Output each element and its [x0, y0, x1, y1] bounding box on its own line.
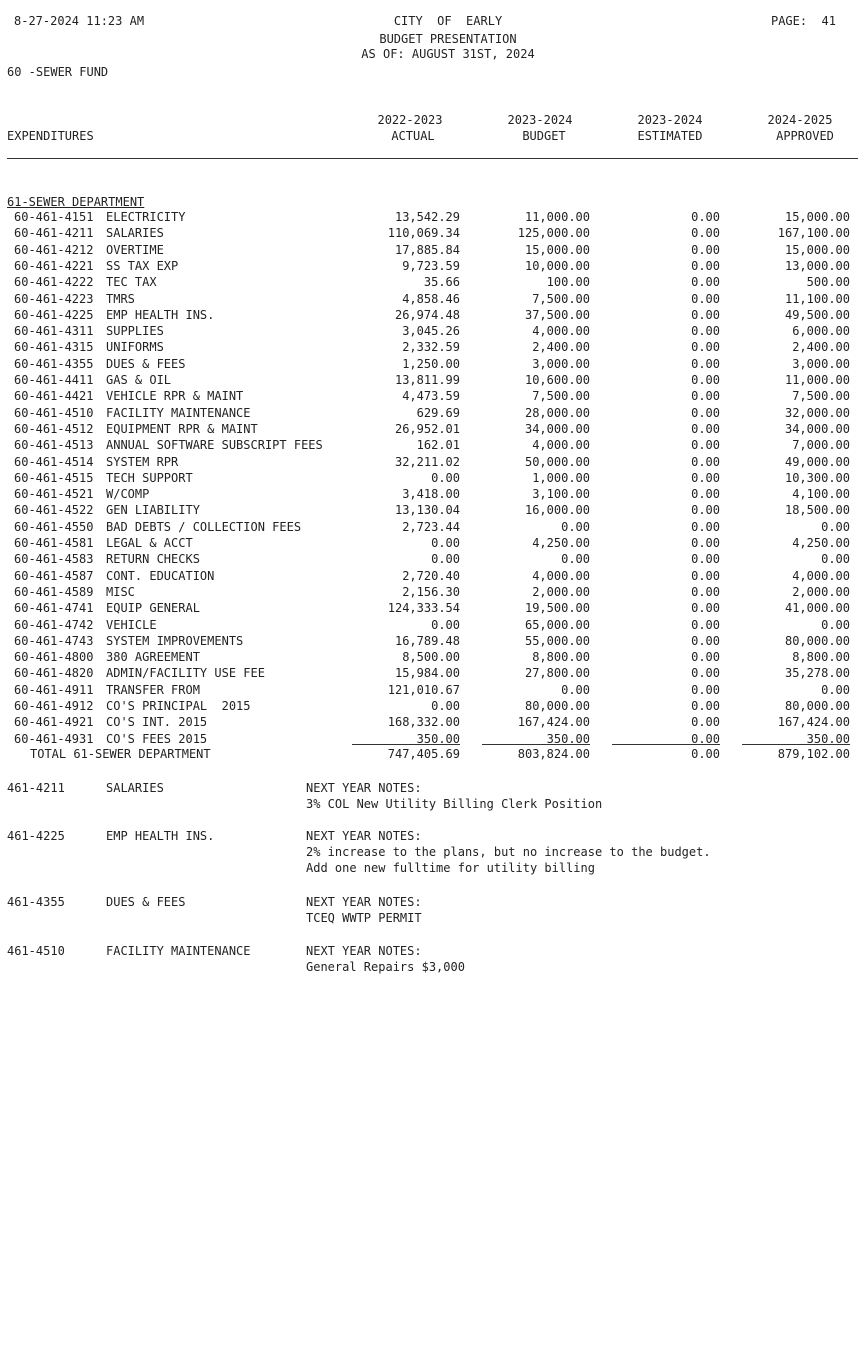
- amount-budget: 15,000.00: [524, 243, 590, 257]
- amount-actual: 17,885.84: [394, 243, 460, 257]
- amount-approved: 13,000.00: [784, 259, 850, 273]
- account-description: LEGAL & ACCT: [106, 536, 193, 550]
- amount-estimated: 0.00: [691, 471, 720, 485]
- amount-estimated: 0.00: [691, 357, 720, 371]
- account-description: SYSTEM IMPROVEMENTS: [106, 634, 244, 648]
- total-actual: 747,405.69: [387, 747, 460, 761]
- account-description: TECH SUPPORT: [106, 471, 193, 485]
- amount-actual: 2,332.59: [402, 340, 460, 354]
- account-description: GEN LIABILITY: [106, 503, 200, 517]
- amount-actual: 13,811.99: [394, 373, 460, 387]
- amount-approved: 4,100.00: [792, 487, 850, 501]
- amount-approved: 10,300.00: [784, 471, 850, 485]
- account-number: 60-461-4223: [14, 292, 94, 306]
- note-description: EMP HEALTH INS.: [106, 829, 215, 843]
- amount-estimated: 0.00: [691, 699, 720, 713]
- amount-actual: 0.00: [431, 536, 460, 550]
- note-text: TCEQ WWTP PERMIT: [306, 911, 422, 925]
- amount-approved: 4,250.00: [792, 536, 850, 550]
- account-number: 60-461-4513: [14, 438, 94, 452]
- amount-budget: 4,000.00: [532, 569, 590, 583]
- report-title: BUDGET PRESENTATION: [379, 32, 517, 46]
- account-description: TEC TAX: [106, 275, 157, 289]
- note-account: 461-4225: [7, 829, 65, 843]
- account-description: CONT. EDUCATION: [106, 569, 215, 583]
- amount-actual: 15,984.00: [394, 666, 460, 680]
- col3-type: ESTIMATED: [637, 129, 703, 143]
- col1-type: ACTUAL: [391, 129, 435, 143]
- account-number: 60-461-4355: [14, 357, 94, 371]
- column-label-expenditures: EXPENDITURES: [7, 129, 94, 143]
- amount-budget: 55,000.00: [524, 634, 590, 648]
- amount-estimated: 0.00: [691, 536, 720, 550]
- amount-approved: 35,278.00: [784, 666, 850, 680]
- amount-estimated: 0.00: [691, 520, 720, 534]
- amount-actual: 0.00: [431, 471, 460, 485]
- note-heading: NEXT YEAR NOTES:: [306, 895, 422, 909]
- amount-actual: 35.66: [423, 275, 460, 289]
- amount-approved: 11,000.00: [784, 373, 850, 387]
- amount-budget: 1,000.00: [532, 471, 590, 485]
- amount-actual: 32,211.02: [394, 455, 460, 469]
- amount-budget: 167,424.00: [517, 715, 590, 729]
- account-number: 60-461-4514: [14, 455, 94, 469]
- amount-budget: 80,000.00: [524, 699, 590, 713]
- account-number: 60-461-4581: [14, 536, 94, 550]
- amount-estimated: 0.00: [691, 275, 720, 289]
- account-description: ELECTRICITY: [106, 210, 186, 224]
- amount-actual: 26,952.01: [394, 422, 460, 436]
- account-description: CO'S PRINCIPAL 2015: [106, 699, 251, 713]
- amount-estimated: 0.00: [691, 666, 720, 680]
- account-description: SYSTEM RPR: [106, 455, 179, 469]
- amount-actual: 121,010.67: [387, 683, 460, 697]
- amount-actual: 2,720.40: [402, 569, 460, 583]
- col1-year: 2022-2023: [377, 113, 443, 127]
- col3-year: 2023-2024: [637, 113, 703, 127]
- amount-approved: 350.00: [806, 732, 850, 746]
- account-description: BAD DEBTS / COLLECTION FEES: [106, 520, 302, 534]
- account-description: SALARIES: [106, 226, 164, 240]
- account-description: ADMIN/FACILITY USE FEE: [106, 666, 265, 680]
- amount-actual: 124,333.54: [387, 601, 460, 615]
- account-number: 60-461-4911: [14, 683, 94, 697]
- account-description: FACILITY MAINTENANCE: [106, 406, 251, 420]
- sum-line-budget: [482, 744, 590, 745]
- amount-budget: 16,000.00: [524, 503, 590, 517]
- city-name: CITY OF EARLY: [393, 14, 503, 28]
- amount-actual: 0.00: [431, 618, 460, 632]
- amount-actual: 350.00: [416, 732, 460, 746]
- amount-actual: 2,156.30: [402, 585, 460, 599]
- amount-budget: 100.00: [546, 275, 590, 289]
- account-number: 60-461-4221: [14, 259, 94, 273]
- note-description: DUES & FEES: [106, 895, 186, 909]
- account-description: TMRS: [106, 292, 135, 306]
- account-description: CO'S INT. 2015: [106, 715, 208, 729]
- account-number: 60-461-4931: [14, 732, 94, 746]
- amount-estimated: 0.00: [691, 650, 720, 664]
- amount-budget: 10,000.00: [524, 259, 590, 273]
- amount-approved: 0.00: [821, 618, 850, 632]
- amount-actual: 26,974.48: [394, 308, 460, 322]
- amount-approved: 167,100.00: [777, 226, 850, 240]
- amount-budget: 7,500.00: [532, 389, 590, 403]
- amount-actual: 9,723.59: [402, 259, 460, 273]
- col2-year: 2023-2024: [507, 113, 573, 127]
- amount-estimated: 0.00: [691, 487, 720, 501]
- amount-estimated: 0.00: [691, 455, 720, 469]
- note-description: SALARIES: [106, 781, 164, 795]
- account-number: 60-461-4921: [14, 715, 94, 729]
- amount-budget: 0.00: [561, 552, 590, 566]
- note-account: 461-4355: [7, 895, 65, 909]
- col2-type: BUDGET: [522, 129, 566, 143]
- amount-budget: 10,600.00: [524, 373, 590, 387]
- amount-budget: 2,000.00: [532, 585, 590, 599]
- amount-budget: 19,500.00: [524, 601, 590, 615]
- amount-approved: 18,500.00: [784, 503, 850, 517]
- amount-approved: 49,500.00: [784, 308, 850, 322]
- department-title: 61-SEWER DEPARTMENT: [7, 195, 145, 209]
- amount-actual: 0.00: [431, 552, 460, 566]
- amount-approved: 34,000.00: [784, 422, 850, 436]
- note-heading: NEXT YEAR NOTES:: [306, 944, 422, 958]
- amount-estimated: 0.00: [691, 618, 720, 632]
- amount-approved: 80,000.00: [784, 634, 850, 648]
- account-number: 60-461-4510: [14, 406, 94, 420]
- amount-estimated: 0.00: [691, 259, 720, 273]
- account-description: TRANSFER FROM: [106, 683, 200, 697]
- amount-estimated: 0.00: [691, 585, 720, 599]
- amount-approved: 2,400.00: [792, 340, 850, 354]
- account-number: 60-461-4800: [14, 650, 94, 664]
- amount-approved: 15,000.00: [784, 243, 850, 257]
- total-label: TOTAL 61-SEWER DEPARTMENT: [30, 747, 211, 761]
- amount-budget: 37,500.00: [524, 308, 590, 322]
- amount-estimated: 0.00: [691, 422, 720, 436]
- amount-approved: 0.00: [821, 683, 850, 697]
- account-description: DUES & FEES: [106, 357, 186, 371]
- amount-actual: 2,723.44: [402, 520, 460, 534]
- amount-budget: 8,800.00: [532, 650, 590, 664]
- amount-approved: 7,000.00: [792, 438, 850, 452]
- amount-estimated: 0.00: [691, 438, 720, 452]
- total-estimated: 0.00: [691, 747, 720, 761]
- sum-line-estimated: [612, 744, 720, 745]
- amount-actual: 629.69: [416, 406, 460, 420]
- amount-estimated: 0.00: [691, 634, 720, 648]
- account-number: 60-461-4225: [14, 308, 94, 322]
- amount-actual: 13,130.04: [394, 503, 460, 517]
- page-number: PAGE: 41: [770, 14, 836, 28]
- amount-budget: 34,000.00: [524, 422, 590, 436]
- amount-approved: 7,500.00: [792, 389, 850, 403]
- amount-actual: 4,858.46: [402, 292, 460, 306]
- account-description: EQUIPMENT RPR & MAINT: [106, 422, 258, 436]
- amount-estimated: 0.00: [691, 601, 720, 615]
- account-number: 60-461-4522: [14, 503, 94, 517]
- amount-budget: 350.00: [546, 732, 590, 746]
- account-description: W/COMP: [106, 487, 150, 501]
- amount-estimated: 0.00: [691, 210, 720, 224]
- amount-actual: 3,045.26: [402, 324, 460, 338]
- note-text: 2% increase to the plans, but no increase to the budget.: [306, 845, 711, 859]
- account-number: 60-461-4411: [14, 373, 94, 387]
- amount-approved: 4,000.00: [792, 569, 850, 583]
- amount-approved: 32,000.00: [784, 406, 850, 420]
- amount-approved: 500.00: [806, 275, 850, 289]
- amount-approved: 41,000.00: [784, 601, 850, 615]
- amount-estimated: 0.00: [691, 569, 720, 583]
- amount-approved: 6,000.00: [792, 324, 850, 338]
- account-description: MISC: [106, 585, 135, 599]
- account-number: 60-461-4742: [14, 618, 94, 632]
- amount-actual: 13,542.29: [394, 210, 460, 224]
- account-number: 60-461-4743: [14, 634, 94, 648]
- amount-budget: 125,000.00: [517, 226, 590, 240]
- note-account: 461-4211: [7, 781, 65, 795]
- amount-budget: 4,000.00: [532, 324, 590, 338]
- amount-approved: 2,000.00: [792, 585, 850, 599]
- account-number: 60-461-4211: [14, 226, 94, 240]
- account-description: UNIFORMS: [106, 340, 164, 354]
- amount-estimated: 0.00: [691, 406, 720, 420]
- account-description: 380 AGREEMENT: [106, 650, 200, 664]
- amount-budget: 0.00: [561, 683, 590, 697]
- amount-budget: 11,000.00: [524, 210, 590, 224]
- account-number: 60-461-4315: [14, 340, 94, 354]
- amount-budget: 65,000.00: [524, 618, 590, 632]
- amount-budget: 3,100.00: [532, 487, 590, 501]
- amount-estimated: 0.00: [691, 732, 720, 746]
- report-datetime: 8-27-2024 11:23 AM: [14, 14, 145, 28]
- as-of-date: AS OF: AUGUST 31ST, 2024: [361, 47, 535, 61]
- amount-estimated: 0.00: [691, 373, 720, 387]
- amount-budget: 50,000.00: [524, 455, 590, 469]
- sum-line-actual: [352, 744, 460, 745]
- account-description: EQUIP GENERAL: [106, 601, 200, 615]
- account-number: 60-461-4587: [14, 569, 94, 583]
- amount-actual: 16,789.48: [394, 634, 460, 648]
- sum-line-approved: [742, 744, 850, 745]
- amount-approved: 3,000.00: [792, 357, 850, 371]
- amount-budget: 27,800.00: [524, 666, 590, 680]
- account-number: 60-461-4512: [14, 422, 94, 436]
- amount-actual: 3,418.00: [402, 487, 460, 501]
- account-number: 60-461-4550: [14, 520, 94, 534]
- account-number: 60-461-4912: [14, 699, 94, 713]
- account-number: 60-461-4151: [14, 210, 94, 224]
- total-budget: 803,824.00: [517, 747, 590, 761]
- amount-budget: 7,500.00: [532, 292, 590, 306]
- amount-budget: 0.00: [561, 520, 590, 534]
- amount-estimated: 0.00: [691, 715, 720, 729]
- amount-budget: 4,000.00: [532, 438, 590, 452]
- amount-approved: 8,800.00: [792, 650, 850, 664]
- account-description: ANNUAL SOFTWARE SUBSCRIPT FEES: [106, 438, 323, 452]
- amount-estimated: 0.00: [691, 503, 720, 517]
- amount-estimated: 0.00: [691, 340, 720, 354]
- col4-year: 2024-2025: [767, 113, 833, 127]
- account-number: 60-461-4515: [14, 471, 94, 485]
- account-description: RETURN CHECKS: [106, 552, 200, 566]
- account-description: SS TAX EXP: [106, 259, 179, 273]
- amount-approved: 0.00: [821, 552, 850, 566]
- amount-actual: 168,332.00: [387, 715, 460, 729]
- account-description: VEHICLE: [106, 618, 157, 632]
- amount-estimated: 0.00: [691, 683, 720, 697]
- note-heading: NEXT YEAR NOTES:: [306, 781, 422, 795]
- note-text: 3% COL New Utility Billing Clerk Position: [306, 797, 603, 811]
- amount-approved: 15,000.00: [784, 210, 850, 224]
- amount-approved: 11,100.00: [784, 292, 850, 306]
- amount-estimated: 0.00: [691, 389, 720, 403]
- account-description: VEHICLE RPR & MAINT: [106, 389, 244, 403]
- account-number: 60-461-4212: [14, 243, 94, 257]
- amount-approved: 80,000.00: [784, 699, 850, 713]
- amount-approved: 49,000.00: [784, 455, 850, 469]
- amount-estimated: 0.00: [691, 324, 720, 338]
- account-description: SUPPLIES: [106, 324, 164, 338]
- amount-budget: 28,000.00: [524, 406, 590, 420]
- amount-approved: 167,424.00: [777, 715, 850, 729]
- amount-actual: 1,250.00: [402, 357, 460, 371]
- amount-budget: 2,400.00: [532, 340, 590, 354]
- amount-actual: 162.01: [416, 438, 460, 452]
- note-account: 461-4510: [7, 944, 65, 958]
- account-number: 60-461-4589: [14, 585, 94, 599]
- account-description: GAS & OIL: [106, 373, 172, 387]
- amount-estimated: 0.00: [691, 308, 720, 322]
- account-number: 60-461-4820: [14, 666, 94, 680]
- amount-estimated: 0.00: [691, 552, 720, 566]
- note-text: General Repairs $3,000: [306, 960, 465, 974]
- account-number: 60-461-4741: [14, 601, 94, 615]
- amount-budget: 3,000.00: [532, 357, 590, 371]
- account-number: 60-461-4521: [14, 487, 94, 501]
- amount-budget: 4,250.00: [532, 536, 590, 550]
- col4-type: APPROVED: [776, 129, 834, 143]
- amount-estimated: 0.00: [691, 226, 720, 240]
- account-number: 60-461-4311: [14, 324, 94, 338]
- amount-actual: 4,473.59: [402, 389, 460, 403]
- amount-approved: 0.00: [821, 520, 850, 534]
- amount-actual: 0.00: [431, 699, 460, 713]
- note-description: FACILITY MAINTENANCE: [106, 944, 251, 958]
- account-number: 60-461-4583: [14, 552, 94, 566]
- account-description: CO'S FEES 2015: [106, 732, 208, 746]
- header-divider: [7, 158, 858, 159]
- amount-actual: 110,069.34: [387, 226, 460, 240]
- note-heading: NEXT YEAR NOTES:: [306, 829, 422, 843]
- account-description: OVERTIME: [106, 243, 164, 257]
- fund-name: 60 -SEWER FUND: [7, 65, 109, 79]
- amount-actual: 8,500.00: [402, 650, 460, 664]
- total-approved: 879,102.00: [777, 747, 850, 761]
- account-number: 60-461-4421: [14, 389, 94, 403]
- note-text: Add one new fulltime for utility billing: [306, 861, 595, 875]
- amount-estimated: 0.00: [691, 292, 720, 306]
- account-number: 60-461-4222: [14, 275, 94, 289]
- account-description: EMP HEALTH INS.: [106, 308, 215, 322]
- amount-estimated: 0.00: [691, 243, 720, 257]
